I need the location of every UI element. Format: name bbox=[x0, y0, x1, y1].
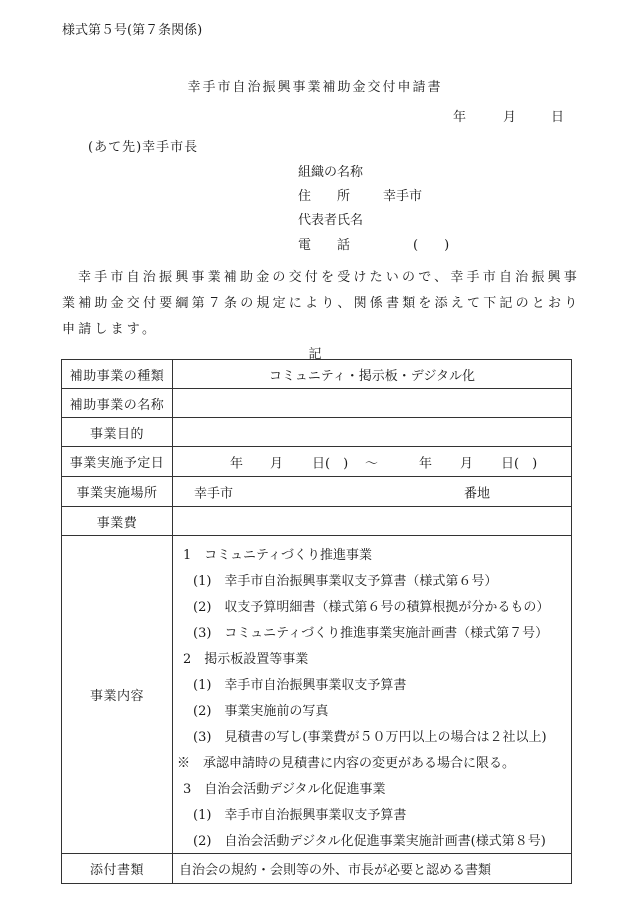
phone-label: 電 話 bbox=[298, 238, 351, 253]
period-day-2: 日( ) bbox=[501, 456, 538, 471]
document-title: 幸手市自治振興事業補助金交付申請書 bbox=[187, 80, 443, 95]
attach-label: 添付書類 bbox=[62, 854, 173, 884]
body-line-1: 幸手市自治振興事業補助金の交付を受けたいので、幸手市自治振興事 bbox=[78, 270, 580, 285]
place-banchi: 番地 bbox=[464, 486, 491, 501]
content-line-12: (2) 自治会活動デジタル化促進事業実施計画書(様式第８号) bbox=[193, 834, 546, 849]
purpose-label: 事業目的 bbox=[62, 418, 173, 447]
phone-parens: ( ) bbox=[413, 238, 450, 253]
period-field[interactable] bbox=[173, 447, 572, 477]
content-line-2: (1) 幸手市自治振興事業収支予算書（様式第６号） bbox=[193, 574, 498, 589]
address-value: 幸手市 bbox=[383, 189, 423, 204]
period-label: 事業実施予定日 bbox=[62, 447, 173, 477]
place-label: 事業実施場所 bbox=[62, 477, 173, 507]
period-month-2: 月 bbox=[460, 456, 474, 471]
content-line-6: (1) 幸手市自治振興事業収支予算書 bbox=[193, 678, 407, 693]
address-label: 住 所 bbox=[298, 189, 351, 204]
place-field[interactable] bbox=[173, 477, 572, 507]
content-field bbox=[173, 536, 572, 854]
org-name-label: 組織の名称 bbox=[298, 165, 364, 180]
period-day-1: 日( ) bbox=[312, 456, 349, 471]
content-line-8: (3) 見積書の写し(事業費が５０万円以上の場合は２社以上) bbox=[193, 730, 547, 745]
detail-table bbox=[61, 359, 572, 884]
content-line-3: (2) 収支予算明細書（様式第６号の積算根拠が分かるもの） bbox=[193, 600, 550, 615]
type-value: コミュニティ・掲示板・デジタル化 bbox=[173, 360, 572, 389]
place-city: 幸手市 bbox=[194, 486, 234, 501]
attach-value: 自治会の規約・会則等の外、市長が必要と認める書類 bbox=[173, 854, 572, 884]
period-tilde: ～ bbox=[365, 456, 379, 471]
date-day: 日 bbox=[551, 110, 565, 125]
cost-field[interactable] bbox=[173, 507, 572, 536]
name-label: 補助事業の名称 bbox=[62, 389, 173, 418]
date-year: 年 bbox=[453, 110, 467, 125]
content-line-5: 2 掲示板設置等事業 bbox=[183, 652, 309, 667]
addressee: (あて先)幸手市長 bbox=[88, 140, 199, 155]
type-label: 補助事業の種類 bbox=[62, 360, 173, 389]
name-field[interactable] bbox=[173, 389, 572, 418]
representative-label: 代表者氏名 bbox=[298, 213, 364, 228]
content-line-7: (2) 事業実施前の写真 bbox=[193, 704, 329, 719]
ki-marker: 記 bbox=[308, 347, 322, 362]
cost-label: 事業費 bbox=[62, 507, 173, 536]
content-line-9: ※ 承認申請時の見積書に内容の変更がある場合に限る。 bbox=[177, 756, 516, 771]
body-line-2: 業補助金交付要綱第７条の規定により、関係書類を添えて下記のとおり bbox=[62, 296, 581, 311]
period-year-1: 年 bbox=[230, 456, 244, 471]
content-line-11: (1) 幸手市自治振興事業収支予算書 bbox=[193, 808, 407, 823]
period-month-1: 月 bbox=[270, 456, 284, 471]
body-line-3: 申請します。 bbox=[62, 322, 159, 337]
form-number: 様式第５号(第７条関係) bbox=[62, 23, 203, 38]
purpose-field[interactable] bbox=[173, 418, 572, 447]
period-year-2: 年 bbox=[419, 456, 433, 471]
content-line-10: 3 自治会活動デジタル化促進事業 bbox=[183, 782, 386, 797]
date-month: 月 bbox=[503, 110, 517, 125]
content-label: 事業内容 bbox=[62, 536, 173, 854]
content-line-1: 1 コミュニティづくり推進事業 bbox=[183, 548, 372, 563]
content-line-4: (3) コミュニティづくり推進事業実施計画書（様式第７号） bbox=[193, 626, 549, 641]
